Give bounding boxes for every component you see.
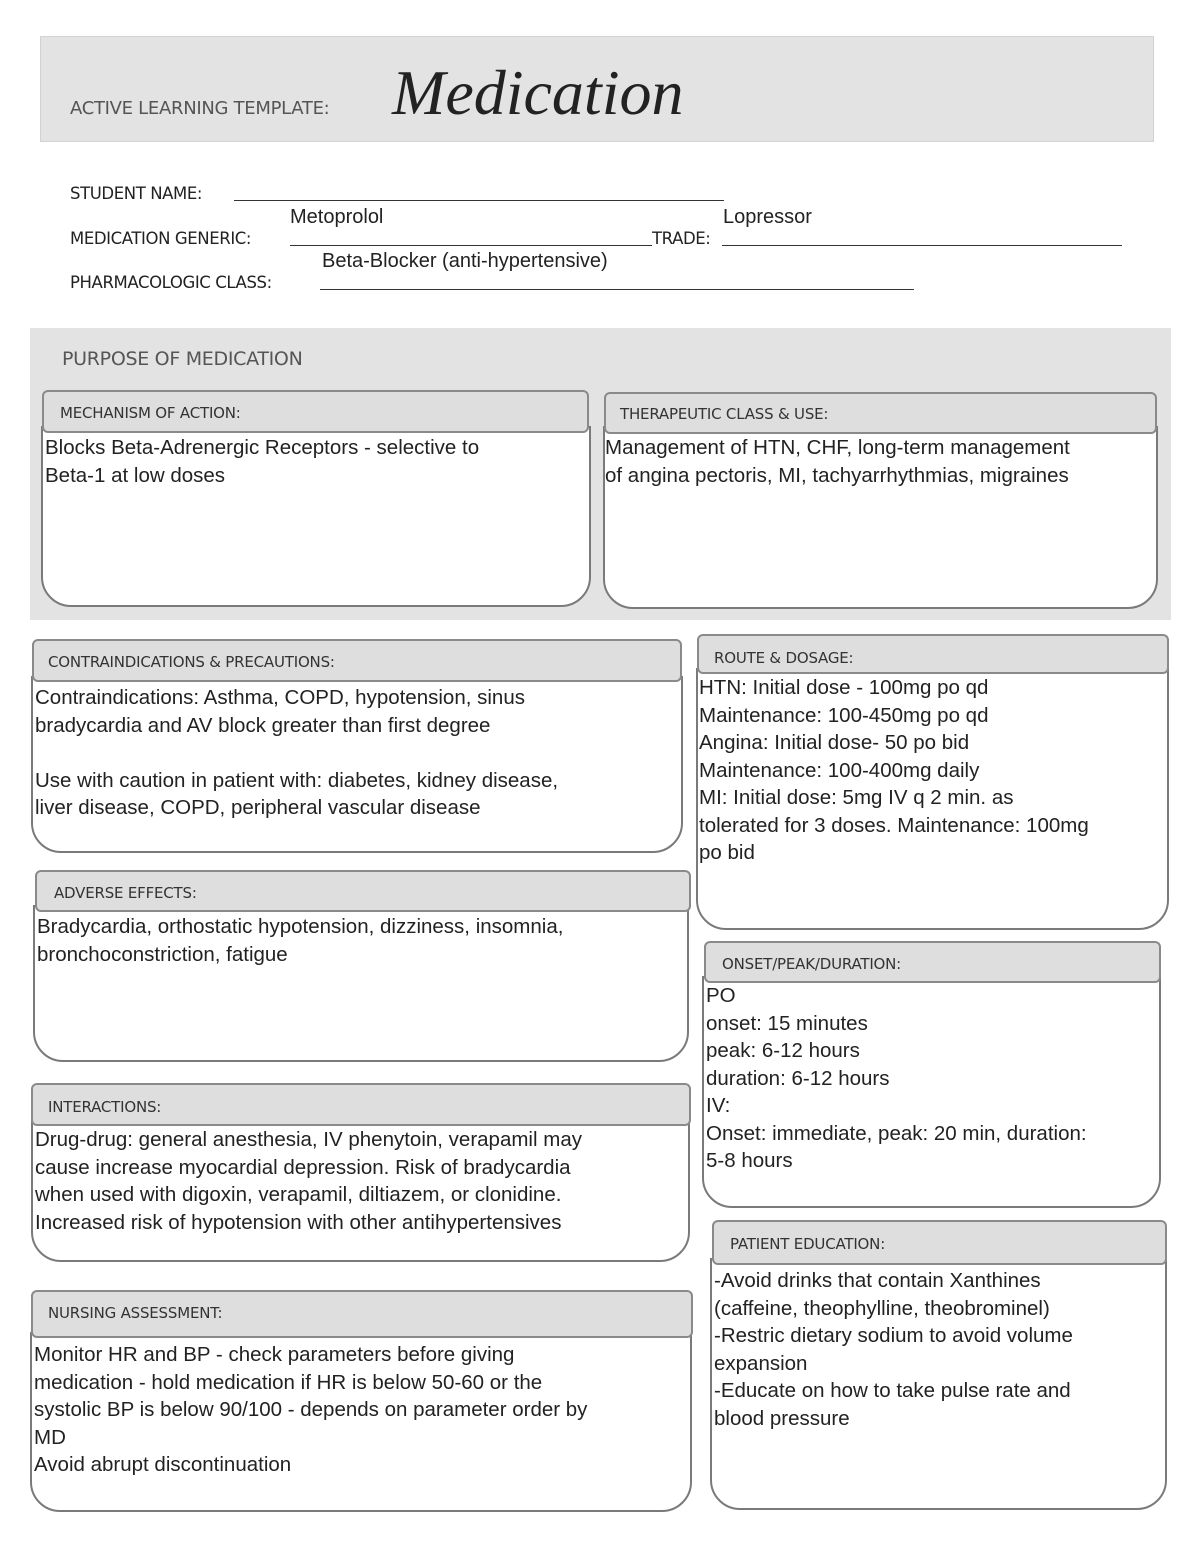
adverse-effects-text[interactable]: Bradycardia, orthostatic hypotension, dizziness, insomnia, bronchoconstriction, fatigue <box>37 915 564 966</box>
onset-peak-text[interactable]: PO onset: 15 minutes peak: 6-12 hours duration: 6-12 hours IV: Onset: immediate, peak: 20 min, duration: 5-8 hours <box>706 984 1087 1172</box>
patient-education-text[interactable]: -Avoid drinks that contain Xanthines (caffeine, theophylline, theobrominel) -Restric dietary sodium to avoid volume expansion -Educate on how to take pulse rate and blood pressure <box>714 1269 1073 1430</box>
generic-line <box>290 245 652 246</box>
therapeutic-title: THERAPEUTIC CLASS & USE: <box>620 405 829 423</box>
class-line <box>320 289 914 290</box>
page-title: Medication <box>392 57 684 128</box>
mechanism-text[interactable]: Blocks Beta-Adrenergic Receptors - selective to Beta-1 at low doses <box>45 436 480 487</box>
generic-label: MEDICATION GENERIC: <box>70 229 252 248</box>
interactions-text[interactable]: Drug-drug: general anesthesia, IV phenytoin, verapamil may cause increase myocardial depression. Risk of bradycardia when used with digoxin, verapamil, diltiazem, or clonidine. Increased risk of hypotension with other antihypertensives <box>35 1128 582 1234</box>
trade-label: TRADE: <box>652 229 711 248</box>
student-name-line <box>234 200 724 201</box>
nursing-assessment-title: NURSING ASSESSMENT: <box>48 1304 223 1322</box>
trade-line <box>722 245 1122 246</box>
trade-value[interactable]: Lopressor <box>723 206 812 228</box>
contraindications-title: CONTRAINDICATIONS & PRECAUTIONS: <box>48 653 335 671</box>
interactions-title: INTERACTIONS: <box>48 1098 162 1116</box>
purpose-title: PURPOSE OF MEDICATION <box>62 348 303 370</box>
mechanism-title: MECHANISM OF ACTION: <box>60 404 241 422</box>
onset-peak-title: ONSET/PEAK/DURATION: <box>722 955 902 973</box>
route-dosage-title: ROUTE & DOSAGE: <box>714 649 854 667</box>
student-name-label: STUDENT NAME: <box>70 184 203 203</box>
template-label: ACTIVE LEARNING TEMPLATE: <box>70 98 330 119</box>
adverse-effects-title: ADVERSE EFFECTS: <box>54 884 197 902</box>
route-dosage-text[interactable]: HTN: Initial dose - 100mg po qd Maintenance: 100-450mg po qd Angina: Initial dose- 50 po bid Maintenance: 100-400mg daily MI: Initial dose: 5mg IV q 2 min. as tolerated for 3 doses. Maintenance: 100mg po bid <box>699 676 1089 864</box>
nursing-assessment-text[interactable]: Monitor HR and BP - check parameters before giving medication - hold medication if HR is below 50-60 or the systolic BP is below 90/100 - depends on parameter order by MD Avoid abrupt discontinuation <box>34 1343 588 1476</box>
class-value[interactable]: Beta-Blocker (anti-hypertensive) <box>322 250 608 272</box>
class-label: PHARMACOLOGIC CLASS: <box>70 273 272 292</box>
contraindications-text[interactable]: Contraindications: Asthma, COPD, hypotension, sinus bradycardia and AV block greater than first degree Use with caution in patient with: diabetes, kidney disease, liver disease, COPD, peripheral vascular disease <box>35 686 559 819</box>
therapeutic-text[interactable]: Management of HTN, CHF, long-term management of angina pectoris, MI, tachyarrhythmias, migraines <box>605 436 1070 487</box>
patient-education-title: PATIENT EDUCATION: <box>730 1235 886 1253</box>
generic-value[interactable]: Metoprolol <box>290 206 384 228</box>
